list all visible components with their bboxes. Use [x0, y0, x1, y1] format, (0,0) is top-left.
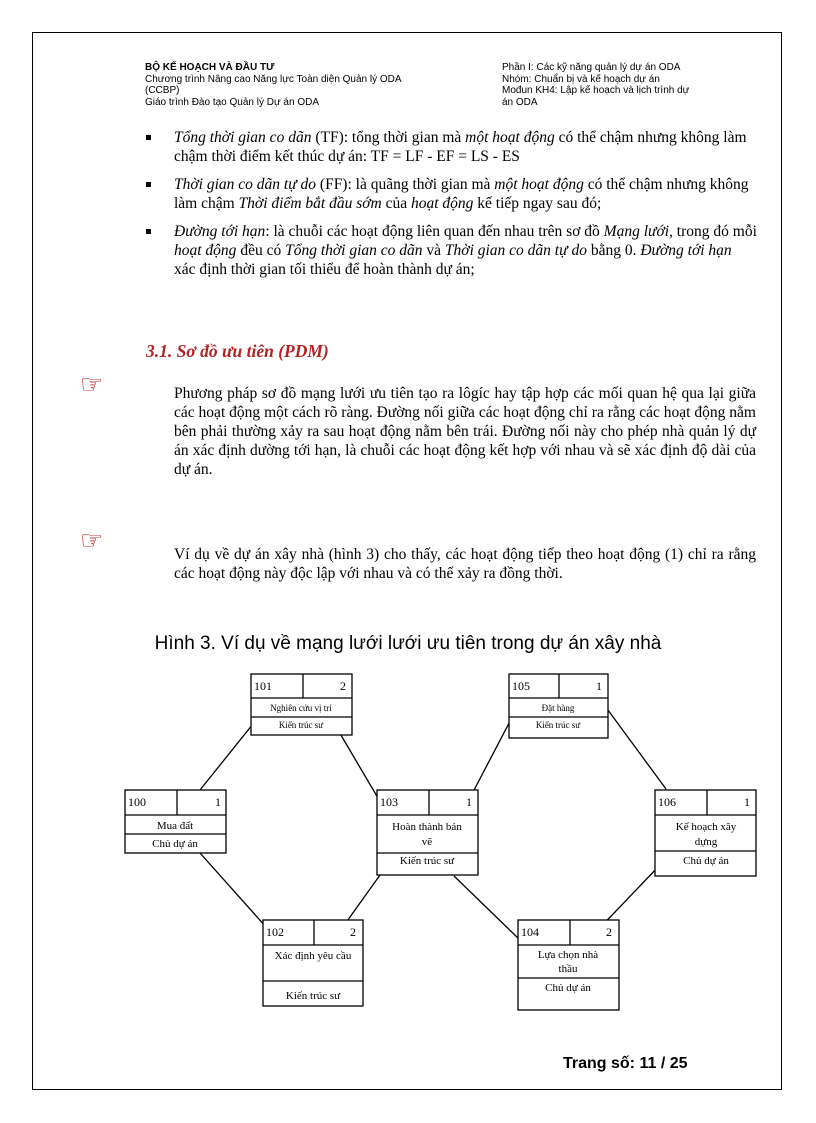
node-id: 103 — [380, 795, 398, 809]
node-name-cont: dựng — [694, 836, 718, 848]
node-duration: 2 — [606, 925, 612, 939]
emphasis: hoạt động — [174, 242, 237, 259]
header-part: Phần I: Các kỹ năng quản lý dự án ODA — [502, 62, 681, 73]
node-duration: 2 — [340, 679, 346, 693]
text: có thể chậm nhưng không làm chậm thời điểm kết thúc dự án: TF = LF - EF = LS - ES — [174, 129, 747, 165]
node-duration: 1 — [215, 795, 221, 809]
page-number: Trang số: 11 / 25 — [563, 1055, 688, 1072]
node-name: Nghiên cứu vị trí — [270, 703, 332, 713]
node-duration: 1 — [596, 679, 602, 693]
node-id: 106 — [658, 795, 676, 809]
node-owner: Kiến trúc sư — [285, 990, 341, 1002]
node-id: 101 — [254, 679, 272, 693]
node-name-cont: vẽ — [421, 836, 433, 848]
node-name: Đặt hàng — [541, 703, 575, 713]
pointing-hand-icon: ☞ — [80, 370, 104, 399]
node-duration: 2 — [350, 925, 356, 939]
node-boxes — [125, 674, 756, 1010]
header-program: Chương trình Nâng cao Năng lực Toàn diện Quản lý ODA — [145, 73, 402, 85]
node-name: Mua đất — [156, 820, 194, 832]
pointing-hand-icon: ☞ — [80, 526, 104, 555]
emphasis: Thời điểm bắt đầu sớm — [238, 195, 382, 212]
term: Tổng thời gian co dãn — [174, 129, 312, 146]
node-name: Xác định yêu cầu — [274, 950, 352, 962]
node-name: Hoàn thành bản — [392, 821, 462, 833]
header-org: BỘ KẾ HOẠCH VÀ ĐẦU TƯ — [145, 62, 275, 73]
emphasis: Tổng thời gian co dãn — [285, 242, 423, 259]
header-group: Nhóm: Chuẩn bị và kế hoạch dự án — [502, 73, 660, 85]
text: , trong đó mỗi — [669, 223, 757, 240]
text: kế tiếp ngay sau đó; — [473, 195, 602, 212]
paragraph-pdm: Phương pháp sơ đồ mạng lưới ưu tiên tạo ra lôgíc hay tập hợp các mối quan hệ qua lại giữa các hoạt động một cách rõ ràng. Đường nối giữa các hoạt động chỉ ra rằng các hoạt động nằm bên phải thường xảy ra sau hoạt động nằm bên trái. Đường nối này cho phép nhà quản lý dự án xác định dường tới hạn, là chuỗi các hoạt động kết hợp với nhau và sẽ xác định độ dài của dự án. — [174, 385, 756, 478]
text: có thể chậm nhưng không làm chậm — [174, 176, 749, 212]
node-name: Kế hoạch xây — [675, 821, 737, 833]
node-duration: 1 — [466, 795, 472, 809]
node-owner: Chủ dự án — [152, 838, 198, 850]
node-owner: Kiến trúc sư — [535, 720, 581, 730]
header-program-abbr: (CCBP) — [145, 85, 180, 96]
text: bằng 0. — [586, 242, 641, 259]
figure-title: Hình 3. Ví dụ về mạng lưới lưới ưu tiên trong dự án xây nhà — [154, 633, 662, 654]
header-module-cont: án ODA — [502, 96, 538, 108]
text: : là chuỗi các hoạt động liên quan đến nhau trên sơ đồ — [265, 223, 604, 240]
text: và — [422, 242, 445, 259]
node-owner: Kiến trúc sư — [399, 855, 455, 867]
header-course: Giáo trình Đào tạo Quản lý Dự án ODA — [145, 96, 319, 108]
node-id: 104 — [521, 925, 539, 939]
node-id: 100 — [128, 795, 146, 809]
node-name: Lựa chọn nhà — [537, 949, 599, 961]
emphasis: một hoạt động — [494, 176, 584, 193]
connector-105-106 — [605, 706, 666, 789]
node-id: 102 — [266, 925, 284, 939]
emphasis: Đường tới hạn — [640, 242, 732, 259]
text: (FF): là quãng thời gian mà — [316, 176, 495, 193]
term: Thời gian co dãn tự do — [174, 176, 317, 193]
emphasis: một hoạt động — [465, 129, 555, 146]
node-owner: Kiến trúc sư — [278, 720, 324, 730]
node-id: 105 — [512, 679, 530, 693]
text: của — [381, 195, 411, 212]
node-duration: 1 — [744, 795, 750, 809]
term: Đường tới hạn — [174, 223, 266, 240]
node-owner: Chủ dự án — [545, 982, 591, 994]
emphasis: hoạt động — [410, 195, 474, 212]
header-module: Mođun KH4: Lập kế hoạch và lịch trình dự — [502, 85, 690, 96]
connector-103-104 — [454, 876, 520, 940]
section-title: 3.1. Sơ đồ ưu tiên (PDM) — [146, 341, 329, 361]
text: (TF): tổng thời gian mà — [311, 129, 466, 146]
node-owner: Chủ dự án — [683, 855, 729, 867]
paragraph-example: Ví dụ về dự án xây nhà (hình 3) cho thấy, các hoạt động tiếp theo hoạt động (1) chỉ ra rằng các hoạt động này độc lập với nhau và có thể xảy ra đồng thời. — [174, 546, 756, 582]
text: đều có — [236, 242, 286, 259]
emphasis: Thời gian co dãn tự do — [444, 242, 587, 259]
node-name-cont: thầu — [558, 963, 578, 975]
text: xác định thời gian tối thiểu để hoàn thành dự án; — [174, 261, 475, 278]
emphasis: Mạng lưới — [603, 223, 670, 240]
